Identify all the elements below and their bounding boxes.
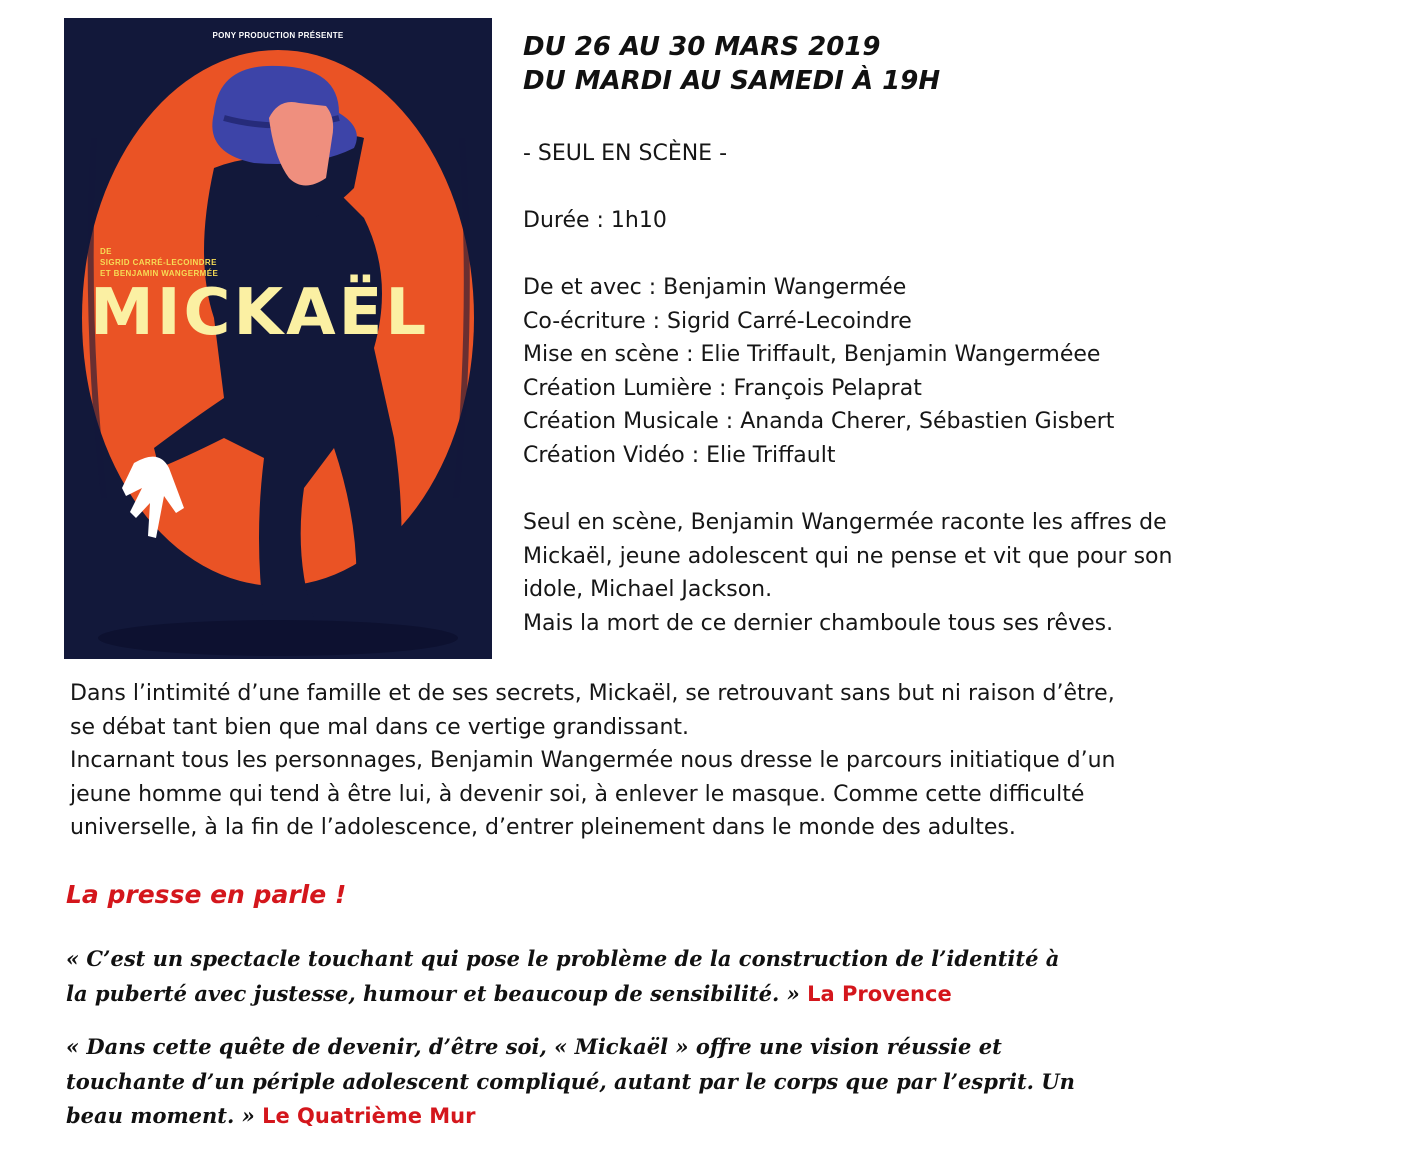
quote-text: beau moment. » <box>66 1103 255 1128</box>
press-quote <box>66 942 1059 1011</box>
quote-line: « C’est un spectacle touchant qui pose le problème de la construction de l’identité à <box>66 946 1060 971</box>
show-duration: Durée : 1h10 <box>523 208 667 233</box>
poster-credits <box>100 246 218 279</box>
poster-credit-line: ET BENJAMIN WANGERMÉE <box>100 269 219 278</box>
press-quote <box>66 1030 1075 1134</box>
credit-line: Création Vidéo : Elie Triffault <box>523 442 836 468</box>
poster-credit-line: SIGRID CARRÉ-LECOINDRE <box>100 258 217 267</box>
press-heading: La presse en parle ! <box>66 880 347 909</box>
quote-line: « Dans cette quête de devenir, d’être soi, « Mickaël » offre une vision réussie et <box>66 1034 1002 1059</box>
credit-line: De et avec : Benjamin Wangermée <box>523 275 907 300</box>
credit-line: Mise en scène : Elie Triffault, Benjamin Wangerméee <box>523 342 1101 367</box>
poster-title: MICKAËL <box>90 276 430 350</box>
quote-source: La Provence <box>807 981 952 1006</box>
description-line: Dans l’intimité d’une famille et de ses secrets, Mickaël, se retrouvant sans but ni raison d’être, <box>70 681 1115 706</box>
synopsis-line: idole, Michael Jackson. <box>523 577 773 602</box>
dates-range: DU 26 AU 30 MARS 2019 <box>523 32 881 62</box>
credit-line: Co-écriture : Sigrid Carré-Lecoindre <box>523 308 912 334</box>
credit-line: Création Musicale : Ananda Cherer, Sébastien Gisbert <box>523 409 1115 434</box>
description-line: jeune homme qui tend à être lui, à devenir soi, à enlever le masque. Comme cette difficulté <box>70 781 1085 807</box>
quote-line <box>66 977 1059 1012</box>
show-dates <box>523 30 940 98</box>
synopsis <box>523 506 1172 640</box>
synopsis-line: Seul en scène, Benjamin Wangermée raconte les affres de <box>523 510 1167 535</box>
show-poster <box>64 18 492 659</box>
dates-schedule: DU MARDI AU SAMEDI À 19H <box>523 66 941 96</box>
quote-line <box>66 1099 1075 1134</box>
quote-line: touchante d’un périple adolescent compliqué, autant par le corps que par l’esprit. Un <box>66 1068 1075 1094</box>
synopsis-line: Mickaël, jeune adolescent qui ne pense et vit que pour son <box>523 543 1173 569</box>
credits-list <box>523 271 1114 472</box>
description-line: Incarnant tous les personnages, Benjamin Wangermée nous dresse le parcours initiatique d’un <box>70 748 1116 773</box>
poster-credit-line: DE <box>100 247 112 256</box>
quote-source: Le Quatrième Mur <box>262 1104 476 1128</box>
credit-line: Création Lumière : François Pelaprat <box>523 375 922 401</box>
description <box>70 677 1115 845</box>
synopsis-line: Mais la mort de ce dernier chamboule tous ses rêves. <box>523 610 1114 636</box>
quote-text: la puberté avec justesse, humour et beaucoup de sensibilité. » <box>66 980 800 1006</box>
show-genre: - SEUL EN SCÈNE - <box>523 141 728 166</box>
poster-producer: PONY PRODUCTION PRÉSENTE <box>212 31 344 40</box>
description-line: universelle, à la fin de l’adolescence, d’entrer pleinement dans le monde des adultes. <box>70 815 1016 840</box>
description-line: se débat tant bien que mal dans ce vertige grandissant. <box>70 714 690 740</box>
